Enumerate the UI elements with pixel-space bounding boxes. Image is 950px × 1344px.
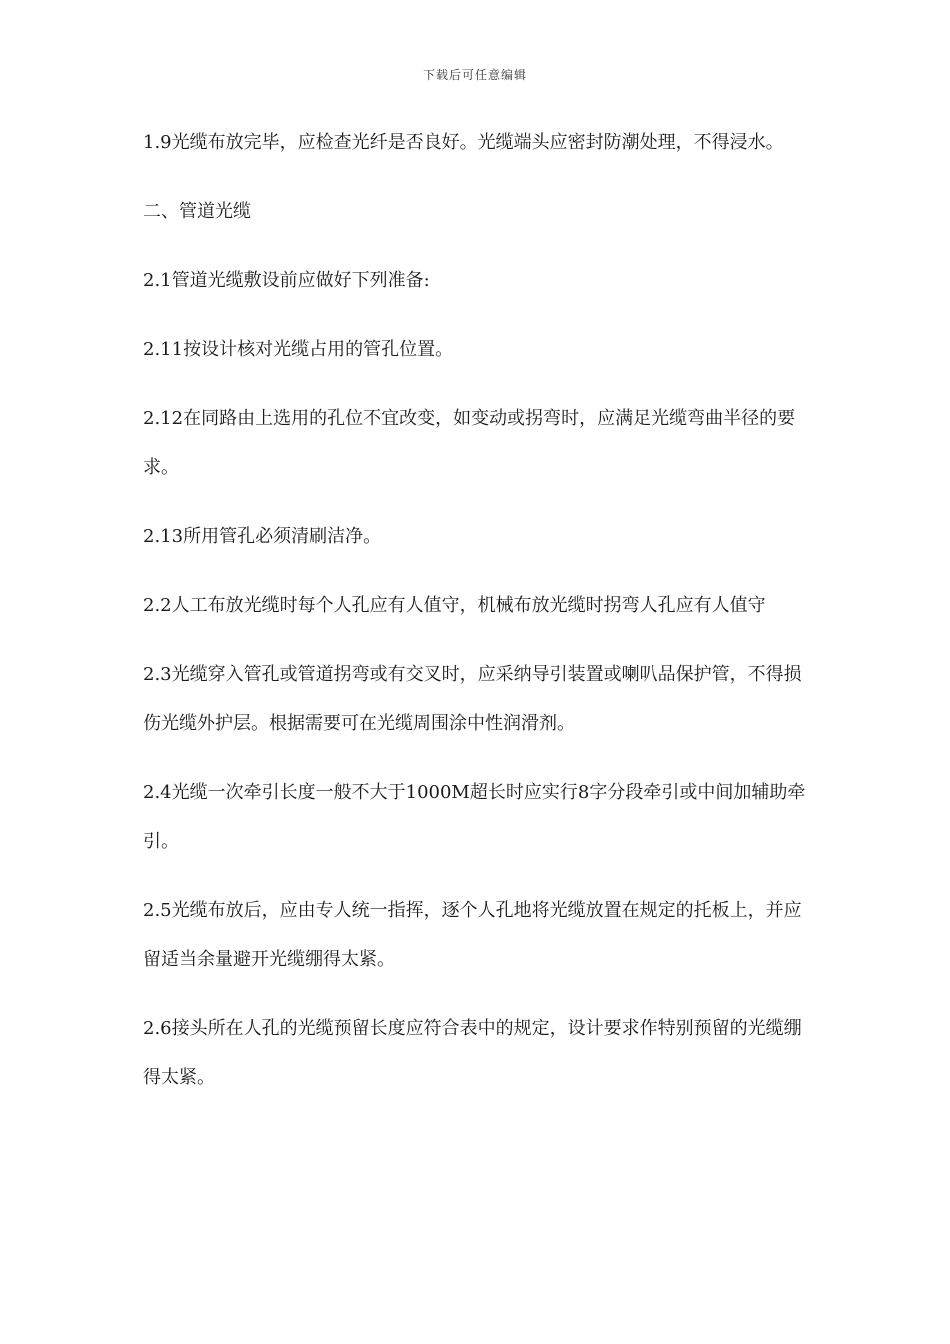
paragraph-2-11: 2.11按设计核对光缆占用的管孔位置。 <box>143 339 454 360</box>
paragraph-2-12: 2.12在同路由上选用的孔位不宜改变，如变动或拐弯时，应满足光缆弯曲半径的要求。 <box>143 408 796 478</box>
paragraph-2-3: 2.3光缆穿入管孔或管道拐弯或有交叉时，应采纳导引装置或喇叭品保护管，不得损伤光缆外护层。根据需要可在光缆周围涂中性润滑剂。 <box>143 664 802 734</box>
document-body <box>143 118 813 1122</box>
paragraph-2-6: 2.6接头所在人孔的光缆预留长度应符合表中的规定，设计要求作特别预留的光缆绷得太紧。 <box>143 1018 802 1088</box>
paragraph-2-4: 2.4光缆一次牵引长度一般不大于1000M超长时应实行8字分段牵引或中间加辅助牵引。 <box>143 782 806 852</box>
page-header-note: 下载后可任意编辑 <box>422 68 527 82</box>
paragraph-2-5: 2.5光缆布放后，应由专人统一指挥，逐个人孔地将光缆放置在规定的托板上，并应留适当余量避开光缆绷得太紧。 <box>143 900 802 970</box>
paragraph-1-9: 1.9光缆布放完毕，应检查光纤是否良好。光缆端头应密封防潮处理，不得浸水。 <box>143 132 784 153</box>
section-heading-pipeline-cable: 二、管道光缆 <box>143 201 251 222</box>
paragraph-2-13: 2.13所用管孔必须清刷洁净。 <box>143 526 382 547</box>
paragraph-2-1: 2.1管道光缆敷设前应做好下列准备: <box>143 270 430 291</box>
paragraph-2-2: 2.2人工布放光缆时每个人孔应有人值守，机械布放光缆时拐弯人孔应有人值守 <box>143 595 766 616</box>
